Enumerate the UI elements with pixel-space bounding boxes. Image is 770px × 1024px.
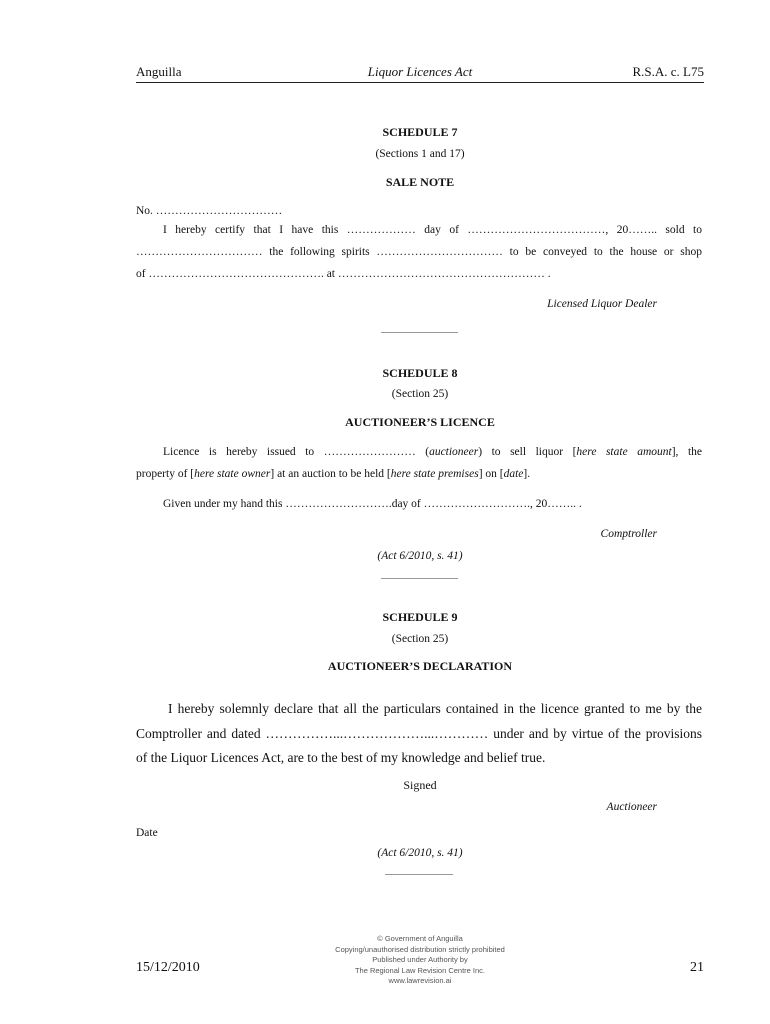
header-act-title: Liquor Licences Act xyxy=(367,64,473,79)
separator-1 xyxy=(381,332,458,333)
sale-note-line-1: I hereby certify that I have this ……………… day of ………………………………, 20…….. sold to xyxy=(163,224,702,236)
schedule-9-citation: (Act 6/2010, s. 41) xyxy=(377,847,463,859)
schedule-8-title: SCHEDULE 8 xyxy=(382,366,458,380)
header-chapter: R.S.A. c. L75 xyxy=(632,64,704,79)
schedule-8-sections: (Section 25) xyxy=(391,388,449,400)
sale-note-line-2: …………………………… the following spirits …………………………… to be conveyed to the house or shop xyxy=(136,246,702,258)
schedule-7-heading: SALE NOTE xyxy=(385,175,455,189)
sale-note-line-3: of ………………………………………. at ……………………………………………… . xyxy=(136,268,551,280)
footer-authority-line: Published under Authority by xyxy=(372,955,468,964)
date-label: Date xyxy=(136,827,158,839)
schedule-8-heading: AUCTIONEER’S LICENCE xyxy=(345,415,495,429)
footer-copyright-block xyxy=(136,934,704,987)
footer-copyright-line: © Government of Anguilla xyxy=(377,934,463,943)
footer-date: 15/12/2010 xyxy=(136,960,200,975)
header-rule xyxy=(136,82,704,83)
header-jurisdiction: Anguilla xyxy=(136,64,182,79)
sale-note-number: No. …………………………… xyxy=(136,205,283,217)
schedule-9-title: SCHEDULE 9 xyxy=(382,610,458,624)
signed-label: Signed xyxy=(403,778,437,792)
given-under-hand-line: Given under my hand this ……………………….day of ………………………., 20…….. . xyxy=(163,498,582,510)
declaration-line-2: Comptroller and dated ……………...………………...………… under and by virtue of the provisions xyxy=(136,726,702,741)
licence-paragraph-line-1: Licence is hereby issued to …………………… (auctioneer) to sell liquor [here state amount], the xyxy=(163,446,703,458)
footer-publisher-line: The Regional Law Revision Centre Inc. xyxy=(354,965,486,975)
declaration-line-3: of the Liquor Licences Act, are to the best of my knowledge and belief true. xyxy=(136,750,546,765)
auctioneer-signature: Auctioneer xyxy=(606,801,657,813)
schedule-9-sections: (Section 25) xyxy=(391,633,449,645)
separator-2 xyxy=(381,578,458,579)
footer-distribution-line: Copying/unauthorised distribution strictly prohibited xyxy=(335,944,505,954)
comptroller-signature: Comptroller xyxy=(600,528,657,540)
separator-3 xyxy=(385,874,453,875)
schedule-9-heading: AUCTIONEER’S DECLARATION xyxy=(327,659,513,673)
licensed-liquor-dealer-signature: Licensed Liquor Dealer xyxy=(547,298,657,310)
footer-website-link[interactable]: www.lawrevision.ai xyxy=(388,976,452,985)
footer-page-number: 21 xyxy=(690,960,704,975)
schedule-8-citation: (Act 6/2010, s. 41) xyxy=(377,550,463,562)
declaration-line-1: I hereby solemnly declare that all the particulars contained in the licence granted to me by the xyxy=(168,701,702,716)
schedule-7-sections: (Sections 1 and 17) xyxy=(375,148,465,160)
licence-paragraph-line-2: property of [here state owner] at an auction to be held [here state premises] on [date]. xyxy=(136,468,531,480)
schedule-7-title: SCHEDULE 7 xyxy=(382,125,458,139)
